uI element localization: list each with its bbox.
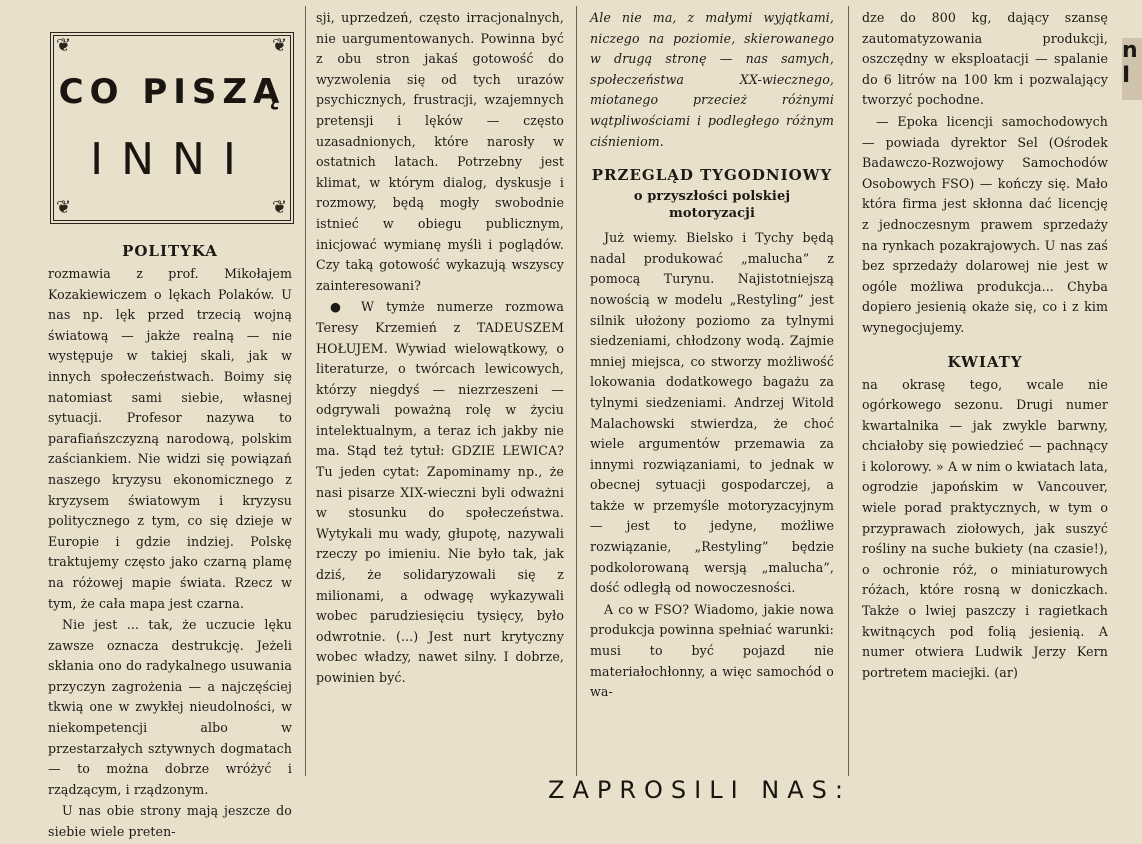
column-divider	[305, 6, 306, 776]
ornament-icon: ❦	[272, 197, 288, 218]
column-divider	[576, 6, 577, 776]
column-3	[590, 8, 834, 704]
subheading-motoryzacja: o przyszłości polskiej motoryzacji	[633, 189, 791, 222]
ornament-icon: ❦	[56, 197, 72, 218]
paragraph: rozmawia z prof. Mikołajem Kozakiewiczem o lękach Polaków. U nas np. lęk przed trzecią wojną światową — jakże realną — nie występuje w takiej skali, jak w innych społeczeństwach. Boimy się natomiast sami siebie, własnej sytuacji. Profesor nazywa to parafiańszczyzną narodową, polskim zaściankiem. Nie widzi się powiązań naszego kryzysu ekonomicznego z kryzysem światowym i kryzysu politycznego z tym, co się dzieje w Europie i gdzie indziej. Polskę traktujemy często jako czarną plamę na różowej mapie świata. Rzecz w tym, że cała mapa jest czarna.	[48, 266, 292, 611]
heading-przeglad-tygodniowy: PRZEGLĄD TYGODNIOWY	[591, 166, 833, 185]
paragraph: A co w FSO? Wiadomo, jakie nowa produkcja powinna spełniać warunki: musi to być pojazd nie materiałochłonny, a więc samochód o wa-	[590, 601, 834, 700]
paragraph: na okrasę tego, wcale nie ogórkowego sezonu. Drugi numer kwartalnika — jak zwykle barwny, chciałoby się powiedzieć — pachnący i kolorowy. » A w nim o kwiatach lata, ogrodzie japońskim w Vancouver, wiele porad praktycznych, w tym o przyprawach ziołowych, jak suszyć rośliny na suche bukiety (na czasie!), o ochronie róż, o miniaturowych różach, które rosną w doniczkach. Także o lwiej paszczy i ragietkach kwitnących pod folią jesienią. A numer otwiera Ludwik Jerzy Kern portretem maciejki. (ar)	[862, 376, 1108, 680]
logo-line-1: CO PISZĄ	[58, 72, 286, 112]
edge-glyph: n	[1122, 38, 1138, 63]
edge-glyph: I	[1122, 63, 1131, 88]
paragraph: U nas obie strony mają jeszcze do siebie wiele preten-	[48, 803, 292, 840]
heading-polityka: POLITYKA	[122, 242, 218, 260]
partial-heading-zaprosili-nas: ZAPROSILI NAS:	[548, 776, 851, 804]
column-divider	[848, 6, 849, 776]
paragraph: — Epoka licencji samochodowych — powiada dyrektor Sel (Ośrodek Badawczo-Rozwojowy Samochodów Osobowych FSO) — kończy się. Mało która firma jest skłonna dać licencję z jednoczesnym prawem sprzedaży na rynkach pozakrajowych. U nas zaś bez sprzedaży dolarowej nie jest w ogóle możliwa produkcja... Chyba dopiero jesienią okaże się, co i z kim wynegocjujemy.	[862, 113, 1108, 335]
clipped-edge	[1122, 38, 1142, 100]
ornament-icon: ❦	[56, 35, 72, 56]
paragraph: ● W tymże numerze rozmowa Teresy Krzemień z TADEUSZEM HOŁUJEM. Wywiad wielowątkowy, o literaturze, o twórcach lewicowych, którzy niegdyś — niezrzeszeni — odgrywali poważną rolę w życiu intelektualnym, a teraz ich jakby nie ma. Stąd też tytuł: GDZIE LEWICA? Tu jeden cytat: Zapominamy np., że nasi pisarze XIX-wieczni byli odważni w stosunku do społeczeństwa. Wytykali mu wady, głupotę, nazywali rzeczy po imieniu. Nie było tak, jak dziś, że solidaryzowali się z milionami, a odwagę wykazywali wobec parudziesięciu tysięcy, było odwrotnie. (...) Jest nurt krytyczny wobec władzy, nawet silny. I dobrze, powinien być.	[316, 299, 564, 685]
ornament-icon: ❦	[272, 35, 288, 56]
column-4	[862, 8, 1108, 684]
heading-kwiaty: KWIATY	[947, 352, 1023, 371]
column-2	[316, 8, 564, 690]
logo-line-2: INNI	[90, 134, 254, 185]
paragraph: Już wiemy. Bielsko i Tychy będą nadal produkować „malucha” z pomocą Turynu. Najistotniejszą nowością w modelu „Restyling” jest silnik ułożony poziomo za tylnymi siedzeniami, chłodzony wodą. Zajmie mniej miejsca, co stworzy możliwość lokowania dodatkowego bagażu za tylnymi siedzeniami. Andrzej Witold Malachowski stwierdza, że choć wiele argumentów przemawia za innymi rozwiązaniami, to jednak w obecnej sytuacji gospodarczej, a także w przemyśle motoryzacyjnym — jest to jedyne, możliwe rozwiązanie, „Restyling” będzie podkolorowaną wersją „malucha”, dość odległą od nowoczesności.	[590, 230, 834, 596]
paragraph: sji, uprzedzeń, często irracjonalnych, nie uargumentowanych. Powinna być z obu stron jakaś gotowość do wyzwolenia się od tych urazów psychicznych, frustracji, wzajemnych pretensji i lęków — często uzasadnionych, które narosły w ostatnich latach. Potrzebny jest klimat, w którym dialog, dyskusje i rozmowy, będą mogły swobodnie istnieć w obiegu publicznym, inicjować wymianę myśli i poglądów. Czy taką gotowość wykazują wszyscy zainteresowani?	[316, 10, 564, 293]
paragraph: Nie jest ... tak, że uczucie lęku zawsze oznacza destrukcję. Jeżeli skłania ono do radykalnego usuwania przyczyn zagrożenia — a najczęściej tkwią one w zwykłej nieudolności, w niekompetencji albo w przestarzałych sztywnych dogmatach — to można dobrze wróżyć i rządzącym, i rządzonym.	[48, 617, 292, 797]
paragraph: dze do 800 kg, dający szansę zautomatyzowania produkcji, oszczędny w eksploatacji — spalanie do 6 litrów na 100 km i pozwalający tworzyć pochodne.	[862, 10, 1108, 108]
paragraph: Ale nie ma, z małymi wyjątkami, niczego na poziomie, skierowanego w drugą stronę — nas samych, społeczeństwa XX-wiecznego, miotanego przecież różnymi wątpliwościami i podległego różnym ciśnieniom.	[590, 10, 834, 149]
column-1	[48, 238, 292, 844]
section-logo-co-pisza-inni	[50, 32, 294, 224]
